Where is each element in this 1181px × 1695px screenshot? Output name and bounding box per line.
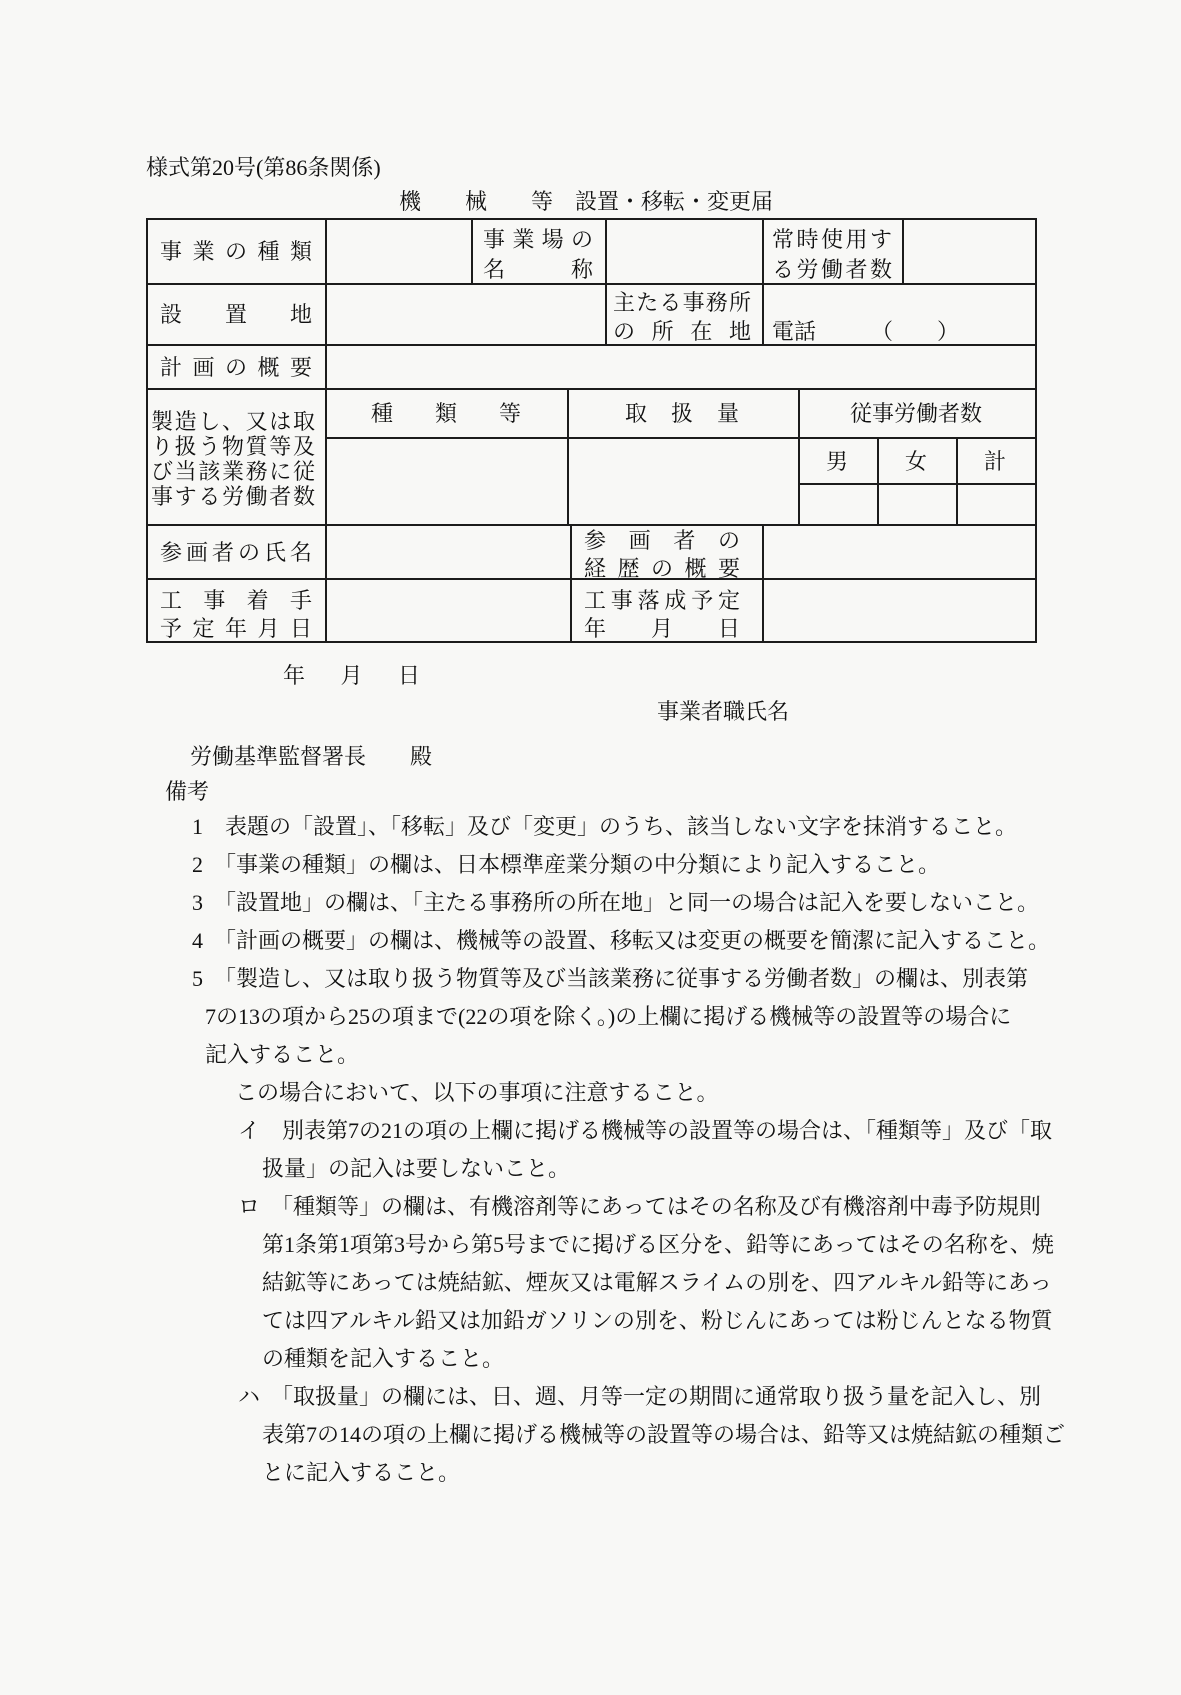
- note-line: ロ 「種類等」の欄は、有機溶剤等にあってはその名称及び有機溶剤中毒予防規則: [238, 1194, 1041, 1219]
- manufacture-label-line2: り 扱 う 物 質 等 及: [151, 434, 315, 459]
- kind-input-cell[interactable]: [327, 439, 565, 522]
- consultant-name-label: 参 画 者 の 氏 名: [160, 540, 312, 565]
- note-line: 4 「計画の概要」の欄は、機械等の設置、移転又は変更の概要を簡潔に記入すること。: [192, 928, 1051, 953]
- start-date-input-cell[interactable]: [327, 580, 568, 639]
- regular-workers-input-cell[interactable]: [904, 220, 1033, 281]
- table-right-border: [1035, 218, 1037, 643]
- completion-date-label-line2: 年 月 日: [584, 616, 740, 641]
- consultant-history-input-cell[interactable]: [764, 526, 1033, 576]
- business-type-input-cell[interactable]: [327, 220, 469, 281]
- note-line: 扱量」の記入は要しないこと。: [262, 1156, 571, 1181]
- row56-divider-a: [570, 524, 572, 643]
- note-line: 表第7の14の項の上欄に掲げる機械等の設置等の場合は、鉛等又は焼結鉱の種類ご: [262, 1422, 1066, 1447]
- note-line: とに記入すること。: [262, 1460, 461, 1485]
- table-bottom-border: [146, 641, 1037, 643]
- consultant-history-label-line2: 経 歴 の 概 要: [584, 556, 740, 581]
- manufacture-label-line1: 製 造 し 、 又 は 取: [151, 409, 315, 434]
- page-title: 機 械 等 設置・移転・変更届: [399, 189, 774, 214]
- note-line: 7の13の項から25の項まで(22の項を除く。)の上欄に掲げる機械等の設置等の場合に: [205, 1004, 1012, 1029]
- workers-header-label: 従事労働者数: [850, 401, 983, 426]
- male-count-input-cell[interactable]: [800, 485, 875, 522]
- note-line: 5 「製造し、又は取り扱う物質等及び当該業務に従事する労働者数」の欄は、別表第: [192, 966, 1029, 991]
- female-header-label: 女: [905, 449, 928, 474]
- regular-workers-label-line2: る 労 働 者 数: [772, 257, 892, 282]
- workplace-name-input-cell[interactable]: [607, 220, 760, 281]
- note-line: 3 「設置地」の欄は、「主たる事務所の所在地」と同一の場合は記入を要しないこと。: [192, 890, 1040, 915]
- note-line: ハ 「取扱量」の欄には、日、週、月等一定の期間に通常取り扱う量を記入し、別: [238, 1384, 1042, 1409]
- installation-site-input-cell[interactable]: [327, 285, 603, 342]
- note-line: の種類を記入すること。: [262, 1346, 505, 1371]
- male-header-label: 男: [826, 449, 849, 474]
- table-left-border: [146, 218, 148, 643]
- regular-workers-label-line1: 常 時 使 用 す: [772, 227, 892, 252]
- business-type-label: 事 業 の 種 類: [160, 239, 312, 264]
- installation-site-label: 設 置 地: [160, 302, 312, 327]
- plan-summary-label: 計 画 の 概 要: [160, 355, 312, 380]
- row1-divider-a: [471, 218, 473, 283]
- manufacture-label-line3: び 当 該 業 務 に 従: [151, 459, 315, 484]
- note-line: 結鉱等にあっては焼結鉱、煙灰又は電解スライムの別を、四アルキル鉛等にあっ: [262, 1270, 1052, 1295]
- completion-date-label-line1: 工 事 落 成 予 定: [584, 588, 740, 613]
- workplace-name-label-line1: 事 業 場 の: [483, 227, 593, 252]
- kind-header-label: 種 類 等: [371, 401, 521, 426]
- workplace-name-label-line2: 名 称: [483, 257, 593, 282]
- manufacture-label-line4: 事 す る 労 働 者 数: [151, 484, 315, 509]
- note-line: 1 表題の「設置」、「移転」及び「変更」のうち、該当しない文字を抹消すること。: [192, 814, 1018, 839]
- note-line: イ 別表第7の21の項の上欄に掲げる機械等の設置等の場合は、「種類等」及び「取: [238, 1118, 1053, 1143]
- submission-date-line: 年 月 日: [283, 663, 420, 688]
- note-line: 2 「事業の種類」の欄は、日本標準産業分類の中分類により記入すること。: [192, 852, 941, 877]
- phone-input-cell[interactable]: [764, 285, 1033, 342]
- consultant-name-input-cell[interactable]: [327, 526, 568, 576]
- female-count-input-cell[interactable]: [879, 485, 954, 522]
- start-date-label-line2: 予 定 年 月 日: [160, 616, 312, 641]
- notes-title: 備考: [165, 779, 210, 804]
- quantity-header-label: 取 扱 量: [625, 401, 739, 426]
- quantity-input-cell[interactable]: [569, 439, 796, 522]
- table-row3-divider: [146, 388, 1037, 390]
- note-line: 第1条第1項第3号から第5号までに掲げる区分を、鉛等にあってはその名称を、焼: [262, 1232, 1054, 1257]
- main-office-label-line2: の 所 在 地: [613, 319, 751, 344]
- consultant-history-label-line1: 参 画 者 の: [584, 528, 740, 553]
- total-count-input-cell[interactable]: [958, 485, 1033, 522]
- note-line: 記入すること。: [205, 1042, 360, 1067]
- completion-date-input-cell[interactable]: [764, 580, 1033, 639]
- note-line: この場合において、以下の事項に注意すること。: [235, 1080, 719, 1105]
- main-office-label-line1: 主 た る 事 務 所: [613, 290, 751, 315]
- form-number: 様式第20号(第86条関係): [146, 155, 381, 180]
- plan-summary-input-cell[interactable]: [327, 346, 1033, 386]
- phone-label: 電話 （ ）: [772, 319, 960, 344]
- addressee-label: 労働基準監督署長 殿: [190, 744, 433, 769]
- note-line: ては四アルキル鉛又は加鉛ガソリンの別を、粉じんにあっては粉じんとなる物質: [262, 1308, 1053, 1333]
- employer-name-label: 事業者職氏名: [657, 699, 790, 724]
- start-date-label-line1: 工 事 着 手: [160, 588, 312, 613]
- total-header-label: 計: [984, 449, 1007, 474]
